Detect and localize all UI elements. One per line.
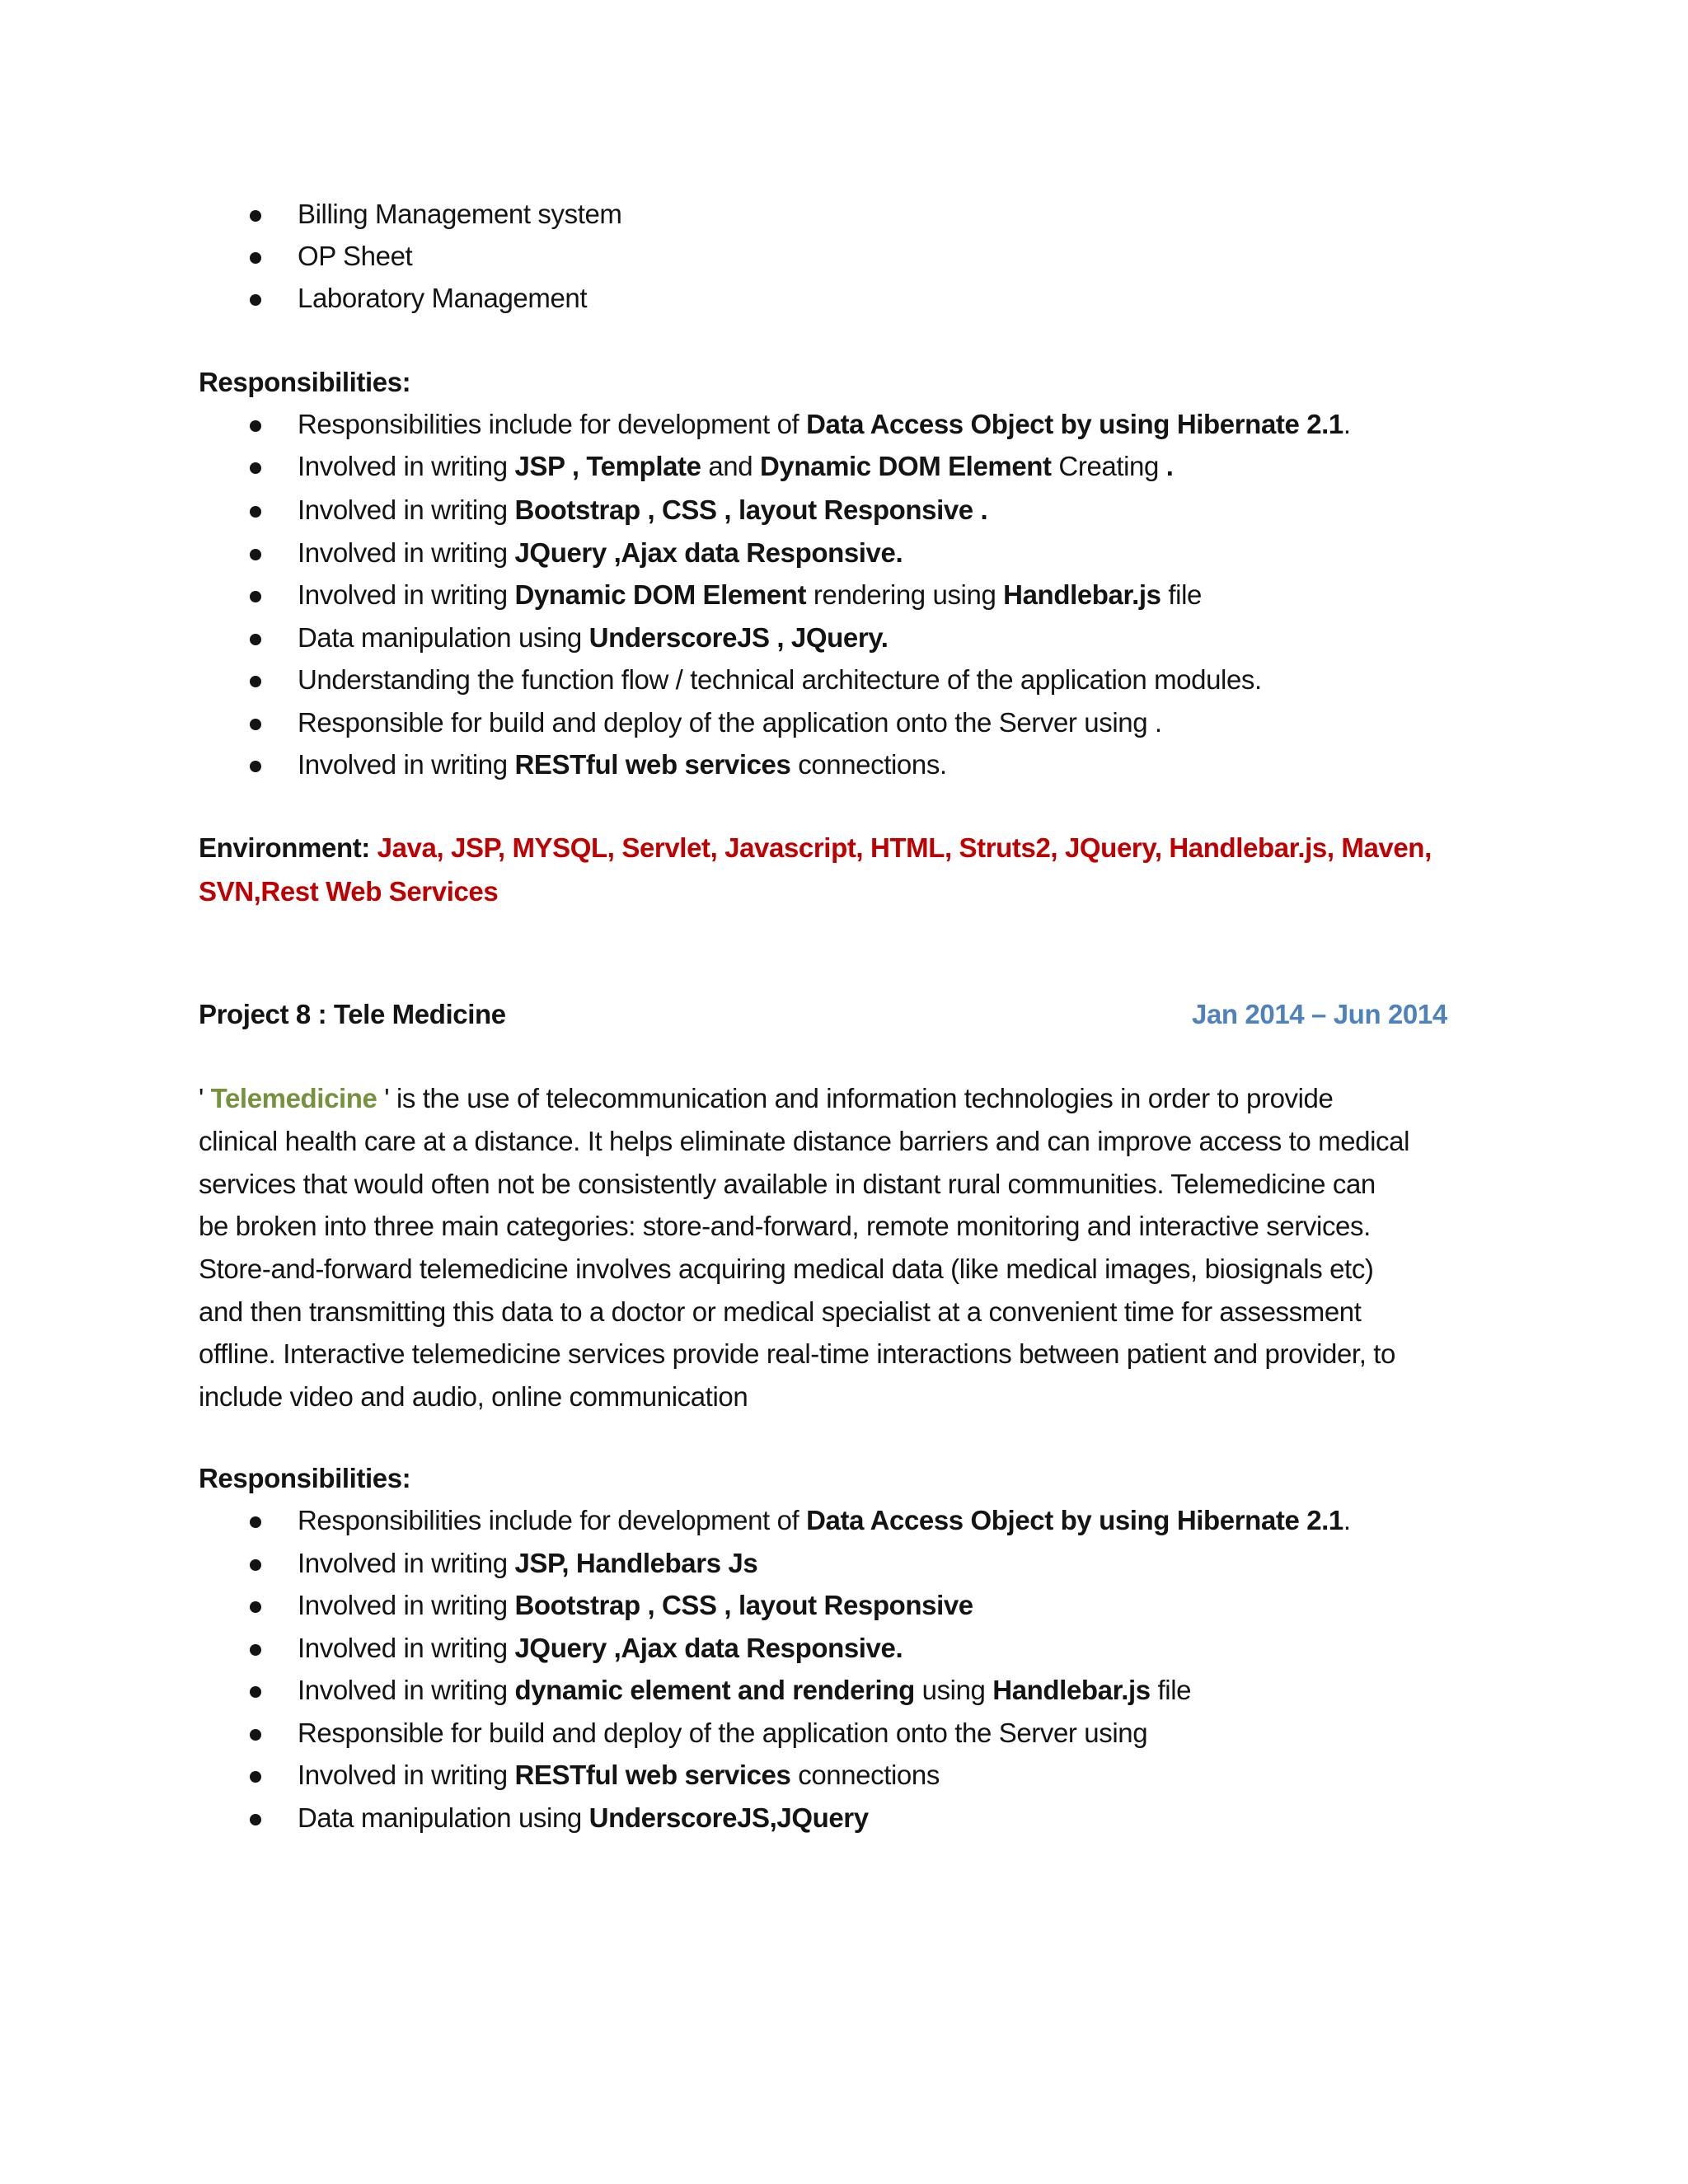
project-dates: Jan 2014 – Jun 2014	[1192, 999, 1447, 1029]
responsibilities-heading: Responsibilities:	[199, 1463, 411, 1493]
text: Data manipulation using	[298, 622, 589, 653]
list-item	[298, 1672, 1191, 1708]
text: Involved in writing	[298, 537, 515, 568]
list-item	[298, 747, 947, 783]
bold-text: Data Access Object by using Hibernate 2.1	[806, 409, 1343, 439]
project-title: Project 8 : Tele Medicine	[199, 999, 506, 1029]
bullet-icon	[250, 676, 261, 687]
bold-text: dynamic element and rendering	[514, 1675, 915, 1705]
bullet-icon	[250, 1686, 261, 1698]
bullet-icon	[250, 294, 261, 306]
environment-label: Environment:	[199, 832, 377, 863]
list-item	[298, 1630, 903, 1666]
list-item	[298, 238, 412, 274]
text: file	[1150, 1675, 1192, 1705]
list-item	[298, 280, 587, 316]
bold-text: Dynamic DOM Element	[759, 451, 1052, 481]
list-item	[298, 492, 987, 528]
bullet-icon	[250, 761, 261, 772]
bullet-icon	[250, 1601, 261, 1613]
bullet-icon	[250, 1771, 261, 1783]
bold-text: JQuery ,Ajax data Responsive.	[514, 1633, 903, 1663]
text: Involved in writing	[298, 494, 515, 525]
list-item	[298, 1715, 1147, 1751]
text: Involved in writing	[298, 451, 515, 481]
text: connections.	[790, 749, 947, 780]
bullet-icon	[250, 1516, 261, 1528]
text: Involved in writing	[298, 1760, 515, 1790]
list-item	[298, 1757, 940, 1793]
bullet-icon	[250, 549, 261, 560]
bold-text: Data Access Object by using Hibernate 2.1	[806, 1505, 1343, 1535]
text: Responsibilities include for development of	[298, 1505, 807, 1535]
list-item	[298, 662, 1262, 698]
text: Involved in writing	[298, 749, 515, 780]
text: file	[1160, 579, 1202, 610]
bullet-icon	[250, 462, 261, 474]
list-item	[298, 1502, 1351, 1539]
list-item	[298, 406, 1351, 443]
list-item	[298, 535, 903, 571]
text: and	[701, 451, 760, 481]
text: Involved in writing	[298, 1675, 515, 1705]
text: OP Sheet	[298, 241, 413, 271]
bullet-icon	[250, 634, 261, 645]
bullet-icon	[250, 719, 261, 730]
text: Involved in writing	[298, 1548, 515, 1578]
text: Responsibilities include for development of	[298, 409, 807, 439]
text: Responsible for build and deploy of the application onto the Server using	[298, 1718, 1148, 1748]
environment-line-2: SVN,Rest Web Services	[199, 876, 499, 907]
text: Creating	[1051, 451, 1166, 481]
description-line: offline. Interactive telemedicine services provide real-time interactions between patient and provider, to	[199, 1338, 1395, 1369]
text: connections	[790, 1760, 940, 1790]
list-item	[298, 705, 1162, 741]
bullet-icon	[250, 591, 261, 602]
text: Billing Management system	[298, 199, 622, 229]
text: .	[1343, 1505, 1351, 1535]
bold-text: Bootstrap , CSS , layout Responsive	[514, 1590, 973, 1620]
bold-text: JSP , Template	[514, 451, 701, 481]
bold-text: Handlebar.js	[1003, 579, 1161, 610]
bold-text: JQuery ,Ajax data Responsive.	[514, 537, 903, 568]
list-item	[298, 1800, 869, 1836]
bold-text: Dynamic DOM Element	[514, 579, 807, 610]
bold-text: .	[1165, 451, 1174, 481]
description-line: include video and audio, online communication	[199, 1381, 748, 1412]
text: rendering using	[806, 579, 1004, 610]
text: Involved in writing	[298, 1590, 515, 1620]
bullet-icon	[250, 1559, 261, 1571]
list-item	[298, 620, 889, 656]
description-line: Store-and-forward telemedicine involves acquiring medical data (like medical images, biosignals etc)	[199, 1254, 1374, 1284]
text: Laboratory Management	[298, 283, 588, 313]
bullet-icon	[250, 1729, 261, 1741]
bold-text: UnderscoreJS , JQuery.	[588, 622, 889, 653]
bold-text: Bootstrap , CSS , layout Responsive .	[514, 494, 988, 525]
text: using	[914, 1675, 993, 1705]
text: Involved in writing	[298, 1633, 515, 1663]
bullet-icon	[250, 210, 261, 222]
bullet-icon	[250, 506, 261, 518]
bold-text: JSP, Handlebars Js	[514, 1548, 758, 1578]
responsibilities-heading: Responsibilities:	[199, 367, 411, 397]
description-line: clinical health care at a distance. It helps eliminate distance barriers and can improve access to medical	[199, 1126, 1410, 1156]
description-line: ' Telemedicine ' is the use of telecommunication and information technologies in order to provide	[199, 1083, 1334, 1113]
list-item	[298, 577, 1202, 613]
bullet-icon	[250, 1644, 261, 1656]
bold-text: Handlebar.js	[992, 1675, 1151, 1705]
text: Responsible for build and deploy of the application onto the Server using .	[298, 707, 1162, 738]
text: Data manipulation using	[298, 1802, 589, 1833]
description-line: and then transmitting this data to a doctor or medical specialist at a convenient time for assessment	[199, 1296, 1362, 1327]
bullet-icon	[250, 252, 261, 264]
text: Understanding the function flow / technical architecture of the application modules.	[298, 664, 1262, 695]
list-item	[298, 196, 622, 232]
description-line: be broken into three main categories: store-and-forward, remote monitoring and interactive services.	[199, 1211, 1371, 1241]
description-line: services that would often not be consistently available in distant rural communities. Telemedicine can	[199, 1169, 1376, 1199]
list-item	[298, 1587, 973, 1624]
bold-text: RESTful web services	[514, 749, 791, 780]
list-item	[298, 1545, 757, 1582]
bullet-icon	[250, 420, 261, 432]
bold-text: UnderscoreJS,JQuery	[588, 1802, 869, 1833]
text: Involved in writing	[298, 579, 515, 610]
bullet-icon	[250, 1814, 261, 1825]
bold-text: RESTful web services	[514, 1760, 791, 1790]
environment-values: Java, JSP, MYSQL, Servlet, Javascript, HTML, Struts2, JQuery, Handlebar.js, Maven,	[377, 832, 1432, 863]
list-item	[298, 448, 1174, 485]
telemedicine-term: Telemedicine	[210, 1083, 377, 1113]
text: .	[1343, 409, 1351, 439]
environment-line-1	[199, 830, 1432, 866]
